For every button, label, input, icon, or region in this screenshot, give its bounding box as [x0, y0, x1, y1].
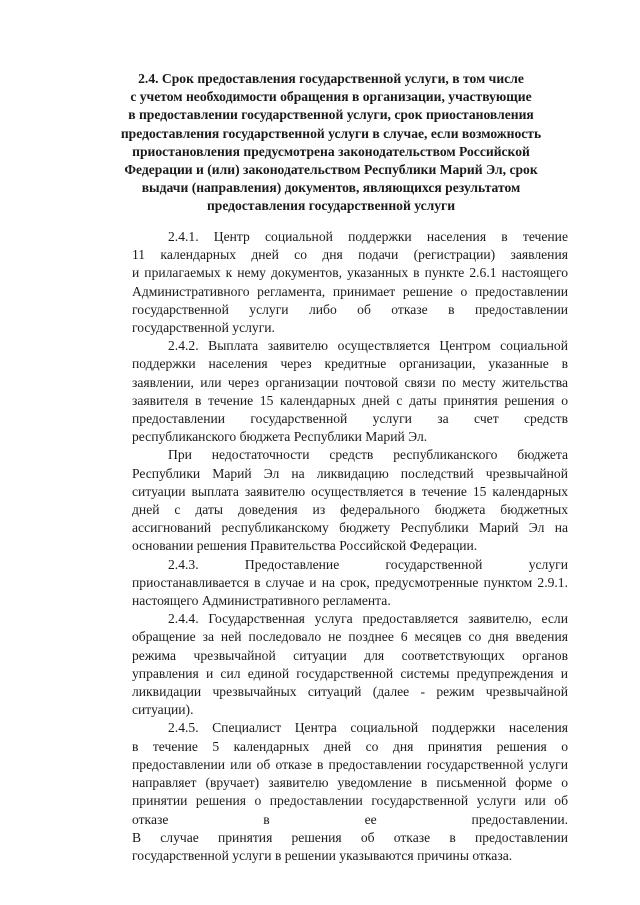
text-line: режима чрезвычайной ситуации для соответствующих органов	[132, 647, 568, 663]
text-line: в течение 5 календарных дней со дня принятия решения о	[132, 738, 568, 754]
text-line: ассигнований республиканскому бюджету Республики Марий Эл на	[132, 520, 568, 536]
section-heading	[100, 70, 562, 216]
text-line: Административного регламента, принимает решение о предоставлении	[132, 283, 568, 299]
text-line: и прилагаемых к нему документов, указанных в пункте 2.6.1 настоящего	[132, 265, 568, 281]
heading-line: с учетом необходимости обращения в организации, участвующие	[130, 89, 532, 105]
paragraph-budget-shortfall	[132, 446, 568, 555]
text-line: принятии решения о предоставлении государственной услуги или об	[132, 793, 568, 809]
text-line: 2.4.5. Специалист Центра социальной поддержки населения	[168, 720, 568, 736]
text-line: В случае принятия решения об отказе в предоставлении	[132, 829, 568, 845]
text-line: При недостаточности средств республиканского бюджета	[168, 447, 568, 463]
text-line: 2.4.2. Выплата заявителю осуществляется Центром социальной	[168, 338, 568, 354]
paragraph-2-4-2	[132, 337, 568, 446]
heading-line: предоставления государственной услуги в случае, если возможность	[120, 125, 542, 141]
text-line: заявлении, или через организации почтовой связи по месту жительства	[132, 374, 568, 390]
text-line: государственной услуги либо об отказе в предоставлении	[132, 301, 568, 317]
text-line: отказе в ее предоставлении.	[132, 811, 568, 827]
text-line: 11 календарных дней со дня подачи (регистрации) заявления	[132, 247, 568, 263]
text-line: республиканского бюджета Республики Марий Эл.	[132, 429, 428, 445]
text-line: настоящего Административного регламента.	[132, 593, 391, 609]
text-line: 2.4.3. Предоставление государственной услуги	[168, 556, 568, 572]
text-line: государственной услуги в решении указываются причины отказа.	[132, 847, 513, 863]
paragraph-2-4-4	[132, 610, 568, 719]
document-body	[132, 228, 568, 865]
heading-line: Федерации и (или) законодательством Республики Марий Эл, срок	[124, 162, 538, 178]
text-line: 2.4.1. Центр социальной поддержки населения в течение	[168, 229, 568, 244]
text-line: предоставлении государственной услуги за счет средств	[132, 411, 568, 427]
paragraph-2-4-5	[132, 719, 568, 865]
text-line: заявителя в течение 15 календарных дней с даты принятия решения о	[132, 392, 568, 408]
text-line: ликвидации чрезвычайных ситуаций (далее - режим чрезвычайной	[132, 684, 568, 700]
heading-line: приостановления предусмотрена законодательством Российской	[132, 143, 530, 159]
text-line: поддержки населения через кредитные организации, указанные в	[132, 356, 568, 372]
text-line: предоставлении или об отказе в предоставлении государственной услуги	[132, 756, 568, 772]
text-line: государственной услуги.	[132, 320, 275, 336]
text-line: основании решения Правительства Российской Федерации.	[132, 538, 478, 554]
paragraph-2-4-3	[132, 556, 568, 611]
text-line: дней с даты доведения из федерального бюджета бюджетных	[132, 502, 568, 518]
heading-line: предоставления государственной услуги	[206, 198, 456, 214]
heading-line: выдачи (направления) документов, являющихся результатом	[141, 180, 521, 196]
text-line: 2.4.4. Государственная услуга предоставляется заявителю, если	[168, 611, 568, 627]
paragraph-2-4-1	[132, 228, 568, 337]
text-line: ситуации выплата заявителю осуществляется в течение 15 календарных	[132, 483, 568, 499]
text-line: управления и сил единой государственной системы предупреждения и	[132, 665, 568, 681]
heading-line: в предоставлении государственной услуги, срок приостановления	[128, 107, 534, 123]
text-line: направляет (вручает) заявителю уведомление в письменной форме о	[132, 775, 568, 791]
text-line: Республики Марий Эл на ликвидацию последствий чрезвычайной	[132, 465, 568, 481]
text-line: обращение за ней последовало не позднее 6 месяцев со дня введения	[132, 629, 568, 645]
text-line: ситуации).	[132, 702, 194, 718]
text-line: приостанавливается в случае и на срок, предусмотренные пунктом 2.9.1.	[132, 574, 568, 590]
heading-line: 2.4. Срок предоставления государственной услуги, в том числе	[138, 71, 524, 86]
